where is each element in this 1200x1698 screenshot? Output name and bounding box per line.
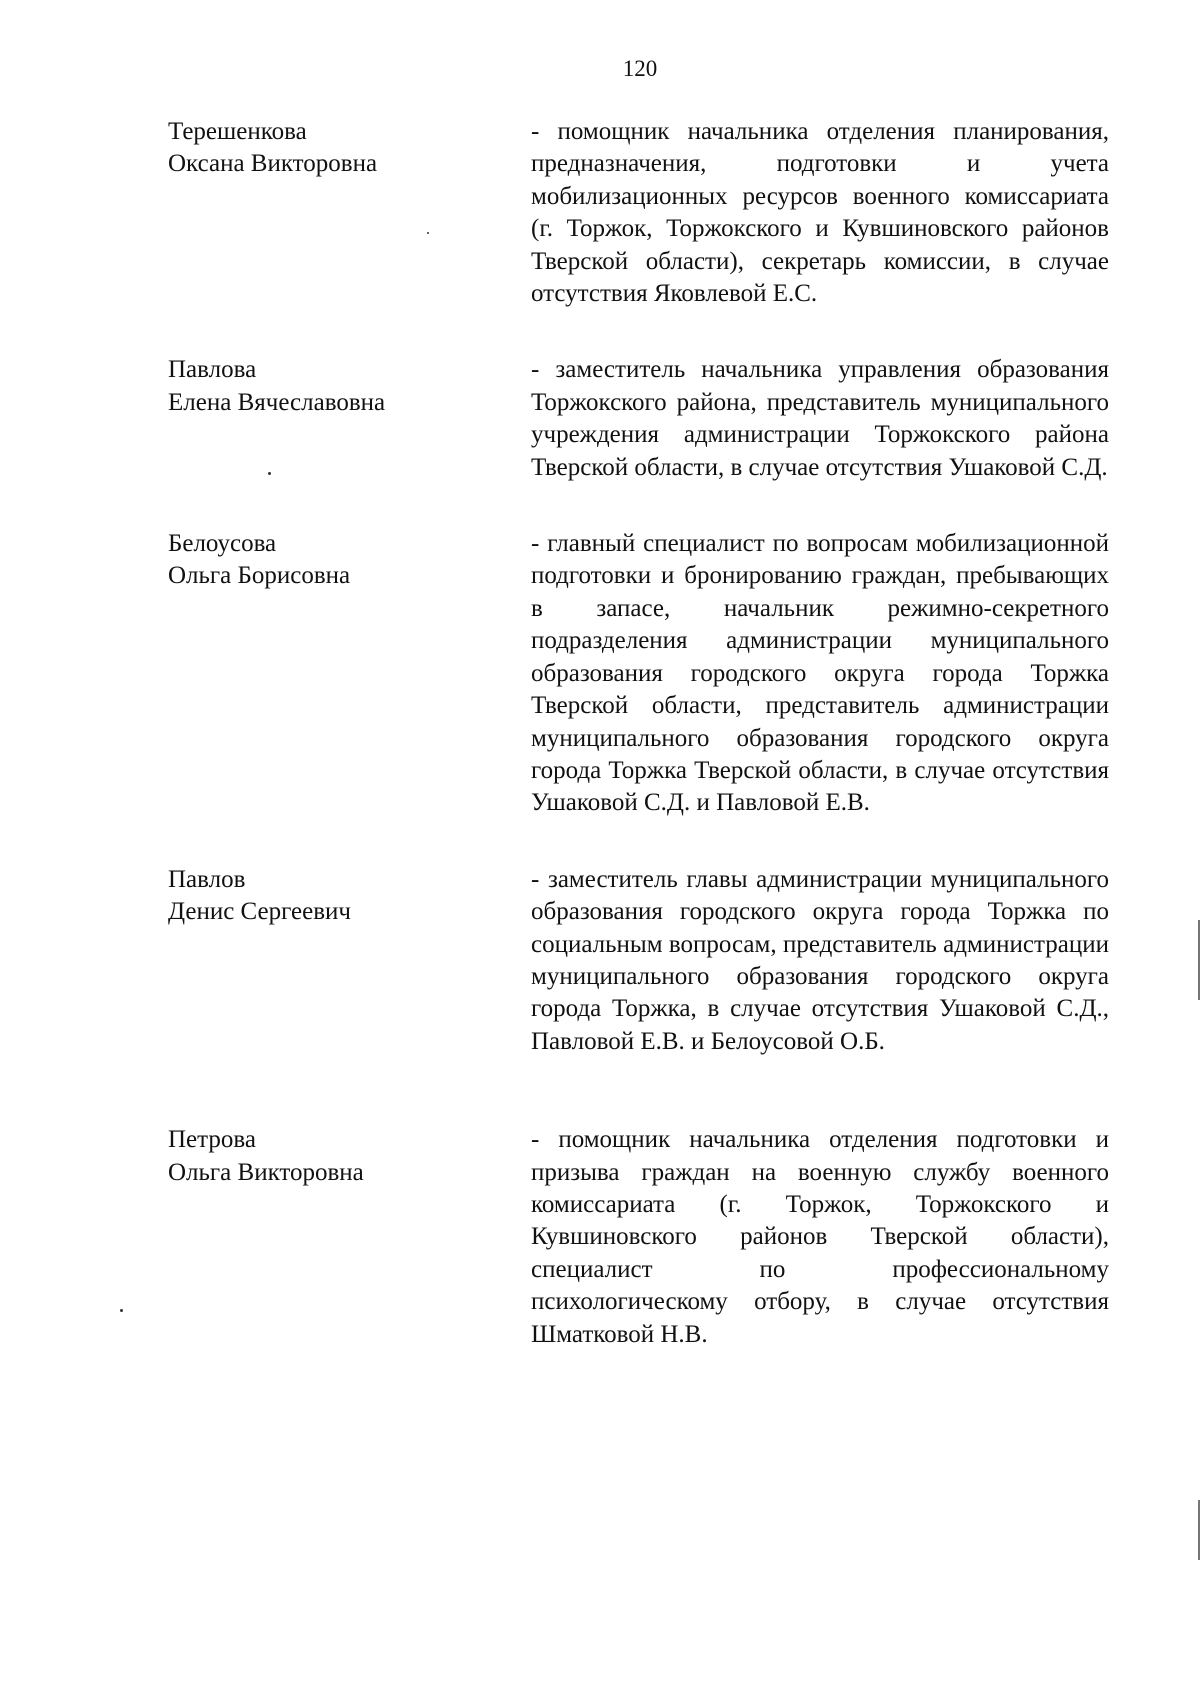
member-surname: Павлов [168, 865, 246, 893]
member-surname: Петрова [168, 1126, 256, 1154]
member-given-names: Елена Вячеславовна [168, 388, 386, 416]
member-surname: Белоусова [168, 530, 277, 558]
member-duty: - заместитель начальника управления образования Торжокского района, представитель муниципального учреждения администрации Торжокского района Тверской области, в случае отсутствия Ушаковой С.Д. [531, 356, 1109, 481]
member-given-names: Ольга Борисовна [168, 562, 351, 590]
member-duty: - заместитель главы администрации муниципального образования городского округа города Торжка по социальным вопросам, представитель администрации муниципального образования городского округа города Торжка, в случае отсутствия Ушаковой С.Д., Павловой Е.В. и Белоусовой О.Б. [531, 865, 1109, 1055]
scan-speck [268, 472, 271, 475]
member-entry [0, 354, 1200, 484]
member-given-names: Денис Сергеевич [168, 898, 352, 926]
member-name [168, 116, 498, 181]
member-entry [0, 528, 1200, 820]
member-name [168, 864, 498, 929]
member-given-names: Ольга Викторовна [168, 1158, 364, 1186]
member-given-names: Оксана Викторовна [168, 150, 378, 178]
member-duty: - помощник начальника отделения планирования, предназначения, подготовки и учета мобилизационных ресурсов военного комиссариата (г. Торжок, Торжокского и Кувшиновского районов Тверской области), секретарь комиссии, в случае отсутствия Яковлевой Е.С. [531, 118, 1109, 308]
commission-member-list [0, 116, 1200, 1351]
scan-speck [427, 232, 429, 234]
member-surname: Павлова [168, 356, 257, 384]
member-entry [0, 864, 1200, 1058]
member-duty: - помощник начальника отделения подготовки и призыва граждан на военную службу военного комиссариата (г. Торжок, Торжокского и Кувшиновского районов Тверской области), специалист по профессиональному психологическому отбору, в случае отсутствия Шматковой Н.В. [531, 1126, 1109, 1348]
page-number: 120 [622, 56, 658, 81]
member-surname: Терешенкова [168, 118, 307, 145]
member-name [168, 354, 498, 419]
member-name [168, 1124, 498, 1189]
scan-speck [120, 1309, 123, 1312]
member-entry [0, 1124, 1200, 1351]
member-duty: - главный специалист по вопросам мобилизационной подготовки и бронированию граждан, пребывающих в запасе, начальник режимно-секретного подразделения администрации муниципального образования городского округа города Торжка Тверской области, представитель администрации муниципального образования городского округа города Торжка Тверской области, в случае отсутствия Ушаковой С.Д. и Павловой Е.В. [531, 530, 1109, 817]
member-entry [0, 116, 1200, 310]
member-name [168, 528, 498, 593]
